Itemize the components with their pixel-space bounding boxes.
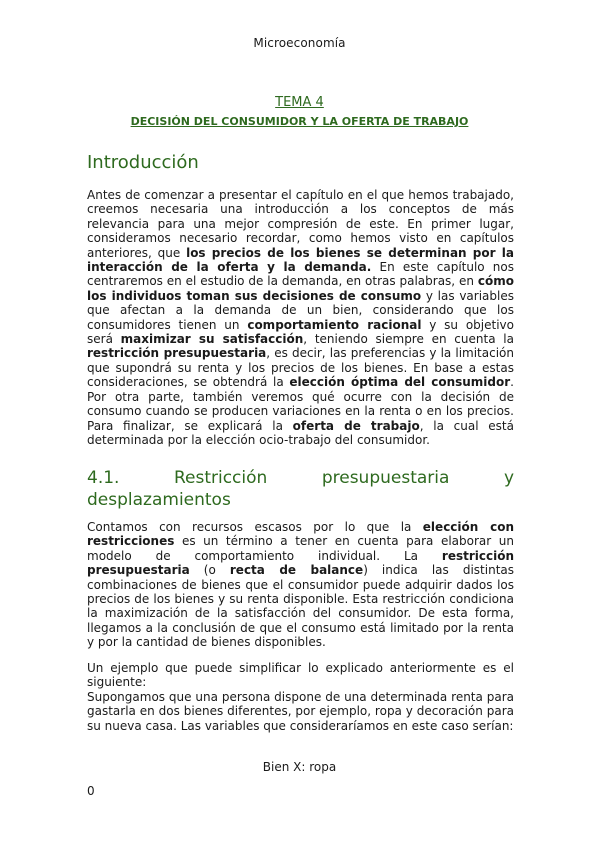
section-heading-4-1: 4.1. Restricción presupuestaria y desplazamientos [87,468,514,510]
section-paragraph: Contamos con recursos escasos por lo que la elección con restricciones es un término a tener en cuenta para elaborar un modelo de comportamiento individual. La restricción presupuestaria (o recta de balance) indica las distintas combinaciones de bienes que el consumidor puede adquirir dados los precios de los bienes y su renta disponible. Esta restricción condiciona la maximización de la satisfacción del consumidor. De esta forma, llegamos a la conclusión de que el consumo está limitado por la renta y por la cantidad de bienes disponibles. [87,520,515,650]
example-paragraph: Supongamos que una persona dispone de una determinada renta para gastarla en dos bienes diferentes, por ejemplo, ropa y decoración para su nueva casa. Las variables que consideraríamos en este caso serían: [87,690,514,733]
running-header: Microeconomía [253,36,346,50]
example-intro: Un ejemplo que puede simplificar lo explicado anteriormente es el siguiente: [87,661,514,690]
intro-heading: Introducción [87,152,199,173]
intro-paragraph: Antes de comenzar a presentar el capítulo en el que hemos trabajado, creemos necesaria una introducción a los conceptos de más relevancia para una mejor compresión de este. En primer lugar, consideramos necesario recordar, como hemos visto en capítulos anteriores, que los precios de los bienes se determinan por la interacción de la oferta y la demanda. En este capítulo nos centraremos en el estudio de la demanda, en otras palabras, en cómo los individuos toman sus decisiones de consumo y las variables que afectan a la demanda de un bien, considerando que los consumidores tienen un comportamiento racional y su objetivo será maximizar su satisfacción, teniendo siempre en cuenta la restricción presupuestaria, es decir, las preferencias y la limitación que supondrá su renta y los precios de los bienes. En base a estas consideraciones, se obtendrá la elección óptima del consumidor. Por otra parte, también veremos qué ocurre con la decisión de consumo cuando se producen variaciones en la renta o en los precios. Para finalizar, se explicará la oferta de trabajo, la cual está determinada por la elección ocio-trabajo del consumidor. [87,188,515,447]
variable-line: Bien X: ropa [262,760,337,774]
chapter-number: TEMA 4 [275,95,324,110]
chapter-title: DECISIÓN DEL CONSUMIDOR Y LA OFERTA DE TRABAJO [130,115,469,128]
section-number: 4.1. [87,468,120,488]
page-number: 0 [87,784,95,798]
